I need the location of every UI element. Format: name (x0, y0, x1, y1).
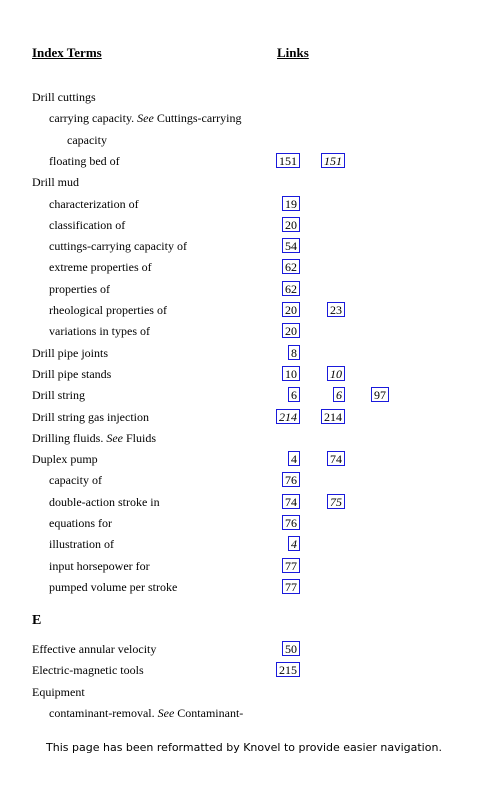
term-text: extreme properties of (49, 260, 152, 275)
index-entry (0, 195, 488, 213)
page-link[interactable]: 8 (288, 345, 300, 360)
page-link[interactable]: 10 (327, 366, 345, 381)
index-entry (0, 216, 488, 234)
term-text: capacity of (49, 473, 102, 488)
index-term (32, 661, 144, 679)
page-link[interactable]: 20 (282, 302, 300, 317)
index-terms-heading: Index Terms (32, 45, 102, 60)
index-term (32, 429, 156, 447)
see-reference-label: See (157, 705, 175, 720)
term-text: Drill pipe joints (32, 345, 108, 360)
term-text: floating bed of (49, 153, 120, 168)
term-text: input horsepower for (49, 558, 150, 573)
page-link[interactable]: 77 (282, 579, 300, 594)
index-entry (0, 386, 488, 404)
index-term (32, 386, 85, 404)
index-entry (0, 408, 488, 426)
knovel-footer: This page has been reformatted by Knovel to provide easier navigation. (46, 741, 442, 754)
index-entry (0, 344, 488, 362)
page-link[interactable]: 76 (282, 472, 300, 487)
index-entry (0, 301, 488, 319)
index-entry (0, 557, 488, 575)
index-term (49, 514, 112, 532)
see-reference-label: See (106, 430, 123, 445)
index-entry (0, 258, 488, 276)
index-term (49, 258, 152, 276)
page-link[interactable]: 97 (371, 387, 389, 402)
index-term (49, 535, 114, 553)
term-text: Drill pipe stands (32, 366, 112, 381)
page-link[interactable]: 151 (276, 153, 300, 168)
term-text: capacity (67, 132, 107, 147)
term-text: variations in types of (49, 324, 150, 339)
index-entry (0, 471, 488, 489)
page-link[interactable]: 19 (282, 196, 300, 211)
index-entry (0, 578, 488, 596)
term-text: equations for (49, 516, 112, 530)
index-term (32, 408, 149, 426)
page-link[interactable]: 151 (321, 153, 345, 168)
index-term (49, 280, 110, 298)
term-text: rheological properties of (49, 303, 167, 317)
page-link[interactable]: 50 (282, 641, 300, 656)
index-entry (0, 661, 488, 679)
index-entry (0, 514, 488, 532)
index-entry (0, 450, 488, 468)
index-entry (0, 173, 488, 191)
page-link[interactable]: 20 (282, 217, 300, 232)
index-entry (0, 280, 488, 298)
see-reference-label: See (137, 111, 154, 126)
term-text: Electric-magnetic tools (32, 663, 144, 678)
term-text: classification of (49, 217, 126, 232)
term-text: double-action stroke in (49, 494, 160, 509)
index-entry (0, 322, 488, 340)
index-term (49, 704, 243, 722)
index-term (32, 640, 156, 658)
index-entry (0, 365, 488, 383)
term-text: Drilling fluids. (32, 430, 107, 445)
index-term (32, 683, 85, 701)
index-term (49, 578, 177, 596)
index-entry (0, 429, 488, 447)
index-term (32, 450, 98, 468)
index-term (49, 471, 102, 489)
page-link[interactable]: 215 (276, 662, 300, 677)
page-link[interactable]: 4 (288, 451, 300, 466)
term-text: Drill mud (32, 175, 79, 190)
page-link[interactable]: 214 (321, 409, 345, 424)
index-term (49, 109, 241, 127)
index-term (49, 557, 150, 575)
see-reference-target: Contaminant- (174, 705, 244, 720)
term-text: contaminant-removal. (49, 705, 158, 720)
term-text: properties of (49, 281, 110, 296)
page-link[interactable]: 6 (333, 387, 345, 402)
see-reference-target: Fluids (123, 430, 157, 445)
page-link[interactable]: 20 (282, 323, 300, 338)
term-text: Drill string (32, 388, 85, 403)
index-entry (0, 152, 488, 170)
index-term (67, 131, 107, 149)
term-text: cuttings-carrying capacity of (49, 239, 187, 254)
index-entry (0, 683, 488, 701)
term-text: Effective annular velocity (32, 642, 157, 656)
page-link[interactable]: 10 (282, 366, 300, 381)
term-text: characterization of (49, 196, 139, 211)
index-entry (0, 131, 488, 149)
index-term (32, 173, 79, 191)
index-entry (0, 109, 488, 127)
index-term (32, 365, 111, 383)
term-text: Drill cuttings (32, 90, 96, 104)
page-link[interactable]: 76 (282, 515, 300, 530)
index-entry (0, 493, 488, 511)
term-text: Duplex pump (32, 452, 98, 467)
index-term (49, 301, 167, 319)
index-term (49, 237, 187, 255)
index-term (49, 322, 150, 340)
term-text: illustration of (49, 537, 114, 552)
index-term (32, 88, 96, 106)
index-entry (0, 535, 488, 553)
index-term (49, 152, 120, 170)
term-text: carrying capacity. (49, 111, 138, 126)
index-term (32, 344, 108, 362)
index-term (49, 195, 139, 213)
page-link[interactable]: 6 (288, 387, 300, 402)
page-link[interactable]: 74 (282, 494, 300, 509)
page-link[interactable]: 75 (327, 494, 345, 509)
index-entry (0, 237, 488, 255)
see-reference-target: Cuttings-carrying (153, 111, 242, 126)
index-entry (0, 88, 488, 106)
index-entry (0, 640, 488, 658)
index-term (49, 493, 160, 511)
links-heading: Links (277, 45, 309, 60)
index-entry (0, 704, 488, 722)
term-text: pumped volume per stroke (49, 579, 178, 594)
term-text: Equipment (32, 684, 85, 699)
term-text: Drill string gas injection (32, 409, 149, 424)
page-link[interactable]: 54 (282, 238, 300, 253)
page-link[interactable]: 62 (282, 259, 300, 274)
page-link[interactable]: 214 (276, 409, 300, 424)
page-link[interactable]: 62 (282, 281, 300, 296)
section-letter: E (32, 613, 42, 628)
page-link[interactable]: 74 (327, 451, 345, 466)
page-link[interactable]: 77 (282, 558, 300, 573)
page-link[interactable]: 23 (327, 302, 345, 317)
index-term (49, 216, 125, 234)
page-link[interactable]: 4 (288, 536, 300, 551)
